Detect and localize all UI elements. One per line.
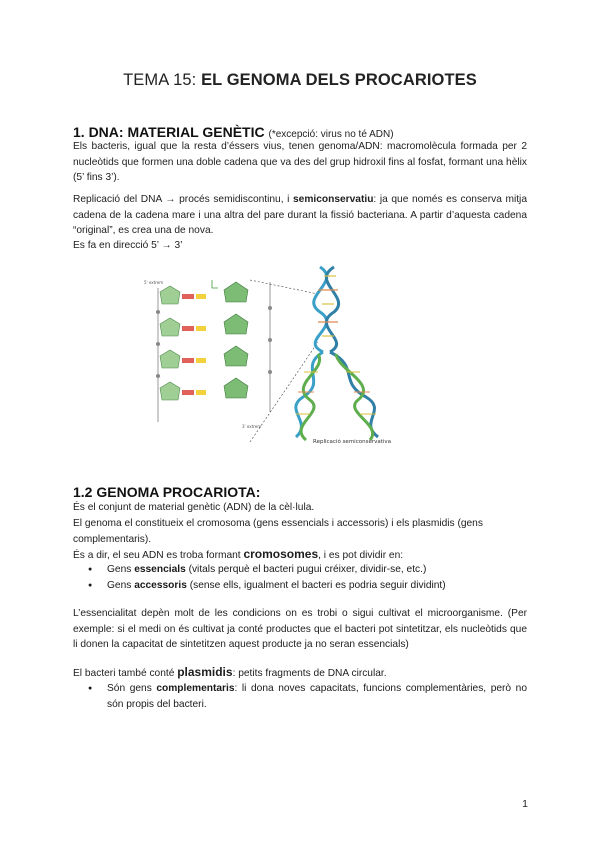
bullet-bold: accessoris — [134, 579, 187, 591]
nucleotide-schematic — [140, 280, 290, 430]
bullet-pre: Són gens — [107, 683, 157, 694]
plasmidis-term: plasmidis — [177, 665, 233, 679]
bullet-bold: essencials — [134, 564, 186, 575]
bullet-post: (vitals perquè el bacteri pugui créixer, dividir-se, etc.) — [185, 564, 427, 575]
bullet-post: (sense ells, igualment el bacteri es podria seguir dividint) — [186, 579, 446, 591]
figure-label-top: 5' extrem — [144, 280, 164, 285]
page-number: 1 — [522, 798, 528, 810]
bullet-pre: Gens — [107, 579, 135, 591]
plasmid-list — [73, 681, 527, 712]
title-main: EL GENOMA DELS PROCARIOTES — [201, 71, 477, 89]
figure-caption: Replicació semiconservativa — [313, 439, 392, 445]
section1-para3: Es fa en direcció 5’ → 3’ — [73, 240, 183, 251]
section2-heading-text: 1.2 GENOMA PROCARIOTA: — [73, 484, 261, 500]
plas-c: : petits fragments de DNA circular. — [232, 668, 387, 679]
para2-bold: semiconservatiu — [293, 194, 374, 205]
dna-replication-figure — [138, 262, 454, 445]
section1-para2 — [73, 192, 527, 239]
list-item — [73, 681, 527, 712]
page-title — [0, 71, 600, 90]
cromosomes-term: cromosomes — [243, 547, 319, 561]
section1-note: (*excepció: virus no té ADN) — [268, 129, 394, 140]
plas-a: El bacteri també conté — [73, 668, 178, 679]
list-item — [73, 578, 527, 594]
section2-heading — [73, 484, 260, 500]
bullet-pre: Gens — [107, 564, 135, 575]
line3-c: , i es pot dividir en: — [318, 550, 404, 561]
line3-a: És a dir, el seu ADN es troba formant — [73, 550, 244, 561]
title-prefix: TEMA 15: — [123, 71, 202, 89]
bullet-bold: complementaris — [156, 683, 235, 694]
list-item — [73, 562, 527, 578]
section2-line2: El genoma el constitueix el cromosoma (gens essencials i accessoris) i els plasmidis (gens complementaris). — [73, 518, 483, 545]
para2-c: : ja que només es conserva mitja cadena de la cadena mare i una altra del pare durant la fissió bacteriana. A partir d’aquesta cadena “original”, es crea una de nova. — [73, 194, 527, 237]
essentiality-paragraph: L’essencialitat depèn molt de les condicions on es trobi o sigui cultivat el microorganisme. (Per exemple: si el medi on és cultivat ja conté productes que el bacteri pot sintetitzar, els nucleòtids que li donen la capacitat de sintetitzen aquest producte ja no seran essencials) — [73, 608, 527, 651]
bullet-post: : li dona noves capacitats, funcions complementàries, però no són propis del bacteri. — [107, 683, 527, 710]
section1-para1: Els bacteris, igual que la resta d’éssers vius, tenen genoma/ADN: macromolècula formada per 2 nucleòtids que formen una doble cadena que va des del grup hidroxil fins al fosfat, formant una hèlix (5’ fins 3’). — [73, 141, 527, 184]
section1-heading — [73, 124, 394, 140]
para2-a: Replicació del DNA → procés semidiscontinu, i — [73, 194, 294, 205]
plasmids-line — [73, 665, 527, 682]
gene-types-list — [73, 562, 527, 593]
figure-label-strand: 3' extrem — [242, 424, 262, 429]
double-helix — [296, 267, 378, 440]
section1-heading-text: 1. DNA: MATERIAL GENÈTIC — [73, 124, 265, 140]
section2-line1: És el conjunt de material genètic (ADN) de la cèl·lula. — [73, 502, 315, 513]
